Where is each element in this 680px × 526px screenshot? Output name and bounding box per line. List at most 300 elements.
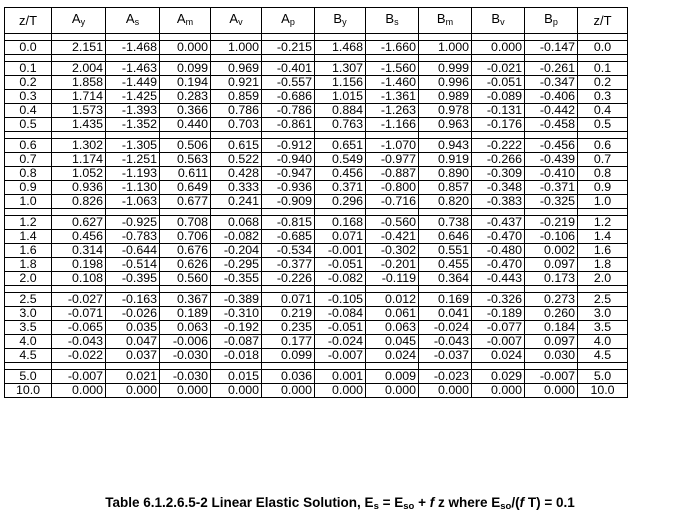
caption-text: + bbox=[414, 495, 430, 510]
table-cell: 0.000 bbox=[106, 384, 160, 398]
table-cell: 1.573 bbox=[52, 104, 106, 118]
table-cell: 0.000 bbox=[211, 384, 262, 398]
table-cell: 0.651 bbox=[315, 139, 366, 153]
column-header bbox=[160, 8, 211, 34]
column-header-label: A bbox=[229, 11, 239, 26]
table-cell: -0.147 bbox=[525, 41, 578, 55]
table-row bbox=[5, 272, 628, 286]
table-row bbox=[5, 244, 628, 258]
table-row bbox=[5, 139, 628, 153]
table-cell: 0.169 bbox=[419, 293, 472, 307]
column-header bbox=[366, 8, 419, 34]
header-row bbox=[5, 8, 628, 34]
table-cell: -0.458 bbox=[525, 118, 578, 132]
table-cell: 5.0 bbox=[578, 370, 628, 384]
table-cell: -0.105 bbox=[315, 293, 366, 307]
table-cell: 0.002 bbox=[525, 244, 578, 258]
table-cell: -0.348 bbox=[472, 181, 525, 195]
table-cell: -0.925 bbox=[106, 216, 160, 230]
table-caption bbox=[0, 495, 680, 512]
table-cell: 1.435 bbox=[52, 118, 106, 132]
table-cell: -1.361 bbox=[366, 90, 419, 104]
table-cell: 0.189 bbox=[160, 307, 211, 321]
table-cell: 0.560 bbox=[160, 272, 211, 286]
table-cell: -0.437 bbox=[472, 216, 525, 230]
column-header bbox=[472, 8, 525, 34]
table-cell: -0.325 bbox=[525, 195, 578, 209]
table-cell: 2.0 bbox=[5, 272, 52, 286]
table-cell: 0.4 bbox=[5, 104, 52, 118]
table-row bbox=[5, 321, 628, 335]
table-cell: 3.5 bbox=[5, 321, 52, 335]
table-row bbox=[5, 41, 628, 55]
table-row bbox=[5, 370, 628, 384]
table-cell: 0.738 bbox=[419, 216, 472, 230]
table-cell: -0.131 bbox=[472, 104, 525, 118]
table-cell: 0.009 bbox=[366, 370, 419, 384]
table-cell: 0.333 bbox=[211, 181, 262, 195]
table-cell: 0.000 bbox=[315, 384, 366, 398]
table-cell: 1.307 bbox=[315, 62, 366, 76]
column-header bbox=[211, 8, 262, 34]
table-cell: -0.470 bbox=[472, 230, 525, 244]
table-cell: -0.201 bbox=[366, 258, 419, 272]
table-cell: -0.026 bbox=[106, 307, 160, 321]
table-cell: -0.861 bbox=[262, 118, 315, 132]
table-cell: -0.443 bbox=[472, 272, 525, 286]
table-cell: -0.204 bbox=[211, 244, 262, 258]
table-cell: 1.000 bbox=[419, 41, 472, 55]
column-header-subscript: s bbox=[394, 17, 399, 27]
table-cell: -1.449 bbox=[106, 76, 160, 90]
table-cell: -1.463 bbox=[106, 62, 160, 76]
table-cell: 0.273 bbox=[525, 293, 578, 307]
table-cell: 0.241 bbox=[211, 195, 262, 209]
table-cell: 0.890 bbox=[419, 167, 472, 181]
table-cell: -0.001 bbox=[315, 244, 366, 258]
table-cell: 0.371 bbox=[315, 181, 366, 195]
table-cell: -0.383 bbox=[472, 195, 525, 209]
table-row bbox=[5, 293, 628, 307]
table-row bbox=[5, 258, 628, 272]
table-row bbox=[5, 216, 628, 230]
table-cell: -0.309 bbox=[472, 167, 525, 181]
table-cell: 0.2 bbox=[578, 76, 628, 90]
table-cell: 0.859 bbox=[211, 90, 262, 104]
table-row bbox=[5, 335, 628, 349]
table-cell: 0.097 bbox=[525, 335, 578, 349]
table-cell: 1.858 bbox=[52, 76, 106, 90]
table-cell: 0.047 bbox=[106, 335, 160, 349]
table-cell: 1.8 bbox=[578, 258, 628, 272]
table-cell: 1.052 bbox=[52, 167, 106, 181]
column-header-subscript: p bbox=[289, 17, 295, 27]
table-cell: -0.347 bbox=[525, 76, 578, 90]
table-row bbox=[5, 167, 628, 181]
table-cell: 0.563 bbox=[160, 153, 211, 167]
table-cell: 0.786 bbox=[211, 104, 262, 118]
table-cell: 0.283 bbox=[160, 90, 211, 104]
table-cell: -0.395 bbox=[106, 272, 160, 286]
table-cell: -0.018 bbox=[211, 349, 262, 363]
table-cell: -0.082 bbox=[315, 272, 366, 286]
table-cell: -0.377 bbox=[262, 258, 315, 272]
caption-text: Table 6.1.2.6.5-2 Linear Elastic Solution, E bbox=[105, 495, 374, 510]
table-cell: -0.480 bbox=[472, 244, 525, 258]
table-cell: -0.006 bbox=[160, 335, 211, 349]
table-cell: -0.021 bbox=[472, 62, 525, 76]
table-cell: 0.999 bbox=[419, 62, 472, 76]
table-cell: -0.007 bbox=[472, 335, 525, 349]
table-cell: 0.1 bbox=[578, 62, 628, 76]
table-row bbox=[5, 153, 628, 167]
column-header-subscript: v bbox=[500, 17, 505, 27]
table-cell: -1.193 bbox=[106, 167, 160, 181]
table-cell: -0.355 bbox=[211, 272, 262, 286]
table-cell: 0.314 bbox=[52, 244, 106, 258]
table-cell: 0.551 bbox=[419, 244, 472, 258]
table-cell: 1.4 bbox=[578, 230, 628, 244]
table-cell: 3.0 bbox=[5, 307, 52, 321]
table-cell: 0.071 bbox=[262, 293, 315, 307]
table-cell: -1.130 bbox=[106, 181, 160, 195]
table-cell: -0.912 bbox=[262, 139, 315, 153]
table-cell: 0.001 bbox=[315, 370, 366, 384]
table-cell: 0.963 bbox=[419, 118, 472, 132]
table-cell: 0.626 bbox=[160, 258, 211, 272]
table-cell: 1.6 bbox=[5, 244, 52, 258]
column-header-label: A bbox=[281, 11, 290, 26]
column-header-subscript: s bbox=[134, 17, 140, 27]
table-cell: 0.549 bbox=[315, 153, 366, 167]
caption-italic: f bbox=[519, 495, 525, 510]
table-cell: -1.468 bbox=[106, 41, 160, 55]
table-cell: -0.087 bbox=[211, 335, 262, 349]
column-header-label: B bbox=[333, 11, 343, 26]
table-cell: 0.921 bbox=[211, 76, 262, 90]
table-cell: 0.7 bbox=[578, 153, 628, 167]
table-cell: 0.364 bbox=[419, 272, 472, 286]
table-cell: 1.302 bbox=[52, 139, 106, 153]
table-cell: -0.222 bbox=[472, 139, 525, 153]
table-cell: -0.226 bbox=[262, 272, 315, 286]
table-cell: 10.0 bbox=[578, 384, 628, 398]
table-cell: 0.857 bbox=[419, 181, 472, 195]
table-cell: 0.6 bbox=[5, 139, 52, 153]
table-cell: -0.371 bbox=[525, 181, 578, 195]
table-cell: -0.421 bbox=[366, 230, 419, 244]
table-cell: -0.266 bbox=[472, 153, 525, 167]
table-cell: -0.261 bbox=[525, 62, 578, 76]
column-header-label: B bbox=[385, 11, 395, 26]
table-cell: -0.456 bbox=[525, 139, 578, 153]
table-cell: -1.352 bbox=[106, 118, 160, 132]
caption-subscript: so bbox=[403, 501, 415, 512]
table-row bbox=[5, 90, 628, 104]
table-cell: -1.070 bbox=[366, 139, 419, 153]
table-cell: 0.440 bbox=[160, 118, 211, 132]
table-cell: 0.071 bbox=[315, 230, 366, 244]
table-cell: 0.1 bbox=[5, 62, 52, 76]
table-cell: 0.061 bbox=[366, 307, 419, 321]
column-header-subscript: v bbox=[238, 17, 243, 27]
table-cell: 1.0 bbox=[578, 195, 628, 209]
table-cell: 0.366 bbox=[160, 104, 211, 118]
table-cell: -0.310 bbox=[211, 307, 262, 321]
table-cell: 1.015 bbox=[315, 90, 366, 104]
column-header-label: A bbox=[125, 11, 135, 26]
table-cell: 2.004 bbox=[52, 62, 106, 76]
table-cell: 4.5 bbox=[578, 349, 628, 363]
table-cell: -0.065 bbox=[52, 321, 106, 335]
table-cell: 0.184 bbox=[525, 321, 578, 335]
caption-text: = E bbox=[378, 495, 404, 510]
table-cell: -0.023 bbox=[419, 370, 472, 384]
table-cell: -0.947 bbox=[262, 167, 315, 181]
table-cell: 0.173 bbox=[525, 272, 578, 286]
table-cell: 2.0 bbox=[578, 272, 628, 286]
table-cell: 0.428 bbox=[211, 167, 262, 181]
table-cell: -0.007 bbox=[525, 370, 578, 384]
table-cell: -0.389 bbox=[211, 293, 262, 307]
table-cell: 4.0 bbox=[5, 335, 52, 349]
table-cell: 1.4 bbox=[5, 230, 52, 244]
table-cell: -0.470 bbox=[472, 258, 525, 272]
table-cell: -0.410 bbox=[525, 167, 578, 181]
table-cell: -0.089 bbox=[472, 90, 525, 104]
column-header-subscript: y bbox=[342, 17, 347, 27]
column-header bbox=[419, 8, 472, 34]
table-cell: -0.106 bbox=[525, 230, 578, 244]
table-cell: 0.000 bbox=[525, 384, 578, 398]
table-cell: 0.978 bbox=[419, 104, 472, 118]
table-cell: 0.045 bbox=[366, 335, 419, 349]
column-header-label: B bbox=[436, 11, 446, 26]
table-cell: 0.000 bbox=[366, 384, 419, 398]
table-cell: -0.030 bbox=[160, 370, 211, 384]
table-cell: 0.996 bbox=[419, 76, 472, 90]
table-cell: 0.015 bbox=[211, 370, 262, 384]
table-cell: 0.029 bbox=[472, 370, 525, 384]
table-cell: 0.611 bbox=[160, 167, 211, 181]
caption-italic: f bbox=[429, 495, 435, 510]
table-body bbox=[5, 34, 628, 398]
column-header bbox=[578, 8, 628, 34]
table-cell: -0.406 bbox=[525, 90, 578, 104]
table-cell: 2.5 bbox=[5, 293, 52, 307]
column-header bbox=[5, 8, 52, 34]
table-cell: 1.174 bbox=[52, 153, 106, 167]
table-cell: 0.3 bbox=[578, 90, 628, 104]
column-header-label: z/T bbox=[593, 13, 612, 28]
column-header-label: A bbox=[71, 11, 81, 26]
table-cell: 0.5 bbox=[578, 118, 628, 132]
table-cell: 0.000 bbox=[160, 41, 211, 55]
table-cell: 0.615 bbox=[211, 139, 262, 153]
table-cell: -0.007 bbox=[52, 370, 106, 384]
table-cell: 0.677 bbox=[160, 195, 211, 209]
table-cell: 0.099 bbox=[160, 62, 211, 76]
table-cell: 0.000 bbox=[52, 384, 106, 398]
table-cell: -1.393 bbox=[106, 104, 160, 118]
table-cell: -0.192 bbox=[211, 321, 262, 335]
table-cell: -1.263 bbox=[366, 104, 419, 118]
table-cell: -0.030 bbox=[160, 349, 211, 363]
table-row bbox=[5, 230, 628, 244]
table-cell: 0.8 bbox=[578, 167, 628, 181]
table-cell: 0.035 bbox=[106, 321, 160, 335]
table-cell: 0.506 bbox=[160, 139, 211, 153]
table-cell: 4.0 bbox=[578, 335, 628, 349]
table-cell: 0.627 bbox=[52, 216, 106, 230]
table-cell: 0.024 bbox=[472, 349, 525, 363]
table-cell: 0.3 bbox=[5, 90, 52, 104]
table-row bbox=[5, 104, 628, 118]
caption-text: /( bbox=[511, 495, 520, 510]
table-cell: -0.786 bbox=[262, 104, 315, 118]
table-cell: -1.660 bbox=[366, 41, 419, 55]
table-cell: 0.198 bbox=[52, 258, 106, 272]
table-cell: 0.097 bbox=[525, 258, 578, 272]
table-cell: 0.5 bbox=[5, 118, 52, 132]
table-cell: 0.969 bbox=[211, 62, 262, 76]
table-cell: 0.0 bbox=[578, 41, 628, 55]
table-cell: -0.219 bbox=[525, 216, 578, 230]
table-cell: 1.2 bbox=[5, 216, 52, 230]
column-header-label: B bbox=[491, 11, 501, 26]
table-cell: -1.460 bbox=[366, 76, 419, 90]
table-cell: 0.884 bbox=[315, 104, 366, 118]
table-cell: 1.000 bbox=[211, 41, 262, 55]
table-row bbox=[5, 118, 628, 132]
column-header bbox=[106, 8, 160, 34]
table-cell: 0.000 bbox=[472, 384, 525, 398]
table-cell: 0.260 bbox=[525, 307, 578, 321]
column-header-subscript: m bbox=[445, 17, 454, 27]
table-cell: 10.0 bbox=[5, 384, 52, 398]
column-header bbox=[525, 8, 578, 34]
table-row bbox=[5, 195, 628, 209]
table-cell: 0.2 bbox=[5, 76, 52, 90]
table-cell: 2.5 bbox=[578, 293, 628, 307]
table-cell: -0.007 bbox=[315, 349, 366, 363]
table-cell: -0.686 bbox=[262, 90, 315, 104]
table-cell: 0.826 bbox=[52, 195, 106, 209]
table-cell: -0.043 bbox=[52, 335, 106, 349]
table-cell: 0.0 bbox=[5, 41, 52, 55]
table-cell: 0.919 bbox=[419, 153, 472, 167]
caption-subscript: s bbox=[373, 501, 379, 512]
table-cell: 1.8 bbox=[5, 258, 52, 272]
table-cell: 0.219 bbox=[262, 307, 315, 321]
table-cell: -0.557 bbox=[262, 76, 315, 90]
table-cell: 1.6 bbox=[578, 244, 628, 258]
table-cell: 0.936 bbox=[52, 181, 106, 195]
table-cell: -0.560 bbox=[366, 216, 419, 230]
table-cell: -0.176 bbox=[472, 118, 525, 132]
table-cell: -0.119 bbox=[366, 272, 419, 286]
caption-text: T) = 0.1 bbox=[524, 495, 575, 510]
table-cell: 0.177 bbox=[262, 335, 315, 349]
table-cell: 0.068 bbox=[211, 216, 262, 230]
table-cell: 0.000 bbox=[472, 41, 525, 55]
caption-text: z where E bbox=[434, 495, 501, 510]
table-cell: -0.043 bbox=[419, 335, 472, 349]
table-cell: 3.0 bbox=[578, 307, 628, 321]
table-cell: 0.000 bbox=[160, 384, 211, 398]
table-cell: 0.456 bbox=[52, 230, 106, 244]
table-cell: 0.7 bbox=[5, 153, 52, 167]
column-header bbox=[315, 8, 366, 34]
table-cell: 1.156 bbox=[315, 76, 366, 90]
caption-subscript: so bbox=[500, 501, 512, 512]
table-cell: 0.030 bbox=[525, 349, 578, 363]
table-cell: 0.041 bbox=[419, 307, 472, 321]
table-cell: 0.703 bbox=[211, 118, 262, 132]
table-cell: -0.685 bbox=[262, 230, 315, 244]
table-cell: -0.644 bbox=[106, 244, 160, 258]
table-row bbox=[5, 62, 628, 76]
table-cell: -0.189 bbox=[472, 307, 525, 321]
table-cell: 0.820 bbox=[419, 195, 472, 209]
table-cell: -0.442 bbox=[525, 104, 578, 118]
table-cell: -0.077 bbox=[472, 321, 525, 335]
table-cell: 0.676 bbox=[160, 244, 211, 258]
table-cell: 0.063 bbox=[160, 321, 211, 335]
table-cell: -0.163 bbox=[106, 293, 160, 307]
table-cell: 0.000 bbox=[262, 384, 315, 398]
table-cell: 1.714 bbox=[52, 90, 106, 104]
table-cell: 0.9 bbox=[5, 181, 52, 195]
table-cell: 0.037 bbox=[106, 349, 160, 363]
column-header bbox=[52, 8, 106, 34]
table-cell: 0.063 bbox=[366, 321, 419, 335]
table-cell: 0.036 bbox=[262, 370, 315, 384]
table-cell: -0.024 bbox=[419, 321, 472, 335]
table-cell: -0.815 bbox=[262, 216, 315, 230]
table-cell: -1.166 bbox=[366, 118, 419, 132]
table-cell: -0.716 bbox=[366, 195, 419, 209]
table-cell: -0.022 bbox=[52, 349, 106, 363]
table-cell: 5.0 bbox=[5, 370, 52, 384]
table-cell: -0.783 bbox=[106, 230, 160, 244]
table-cell: -0.082 bbox=[211, 230, 262, 244]
table-cell: 1.0 bbox=[5, 195, 52, 209]
table-cell: 0.194 bbox=[160, 76, 211, 90]
table-cell: 0.456 bbox=[315, 167, 366, 181]
table-cell: 2.151 bbox=[52, 41, 106, 55]
table-cell: 0.012 bbox=[366, 293, 419, 307]
table-cell: 0.708 bbox=[160, 216, 211, 230]
table-cell: 4.5 bbox=[5, 349, 52, 363]
table-cell: -0.800 bbox=[366, 181, 419, 195]
table-cell: -1.425 bbox=[106, 90, 160, 104]
table-cell: 0.099 bbox=[262, 349, 315, 363]
table-cell: -1.305 bbox=[106, 139, 160, 153]
table-cell: 0.024 bbox=[366, 349, 419, 363]
column-header-subscript: y bbox=[80, 17, 86, 27]
table-row bbox=[5, 76, 628, 90]
column-header-subscript: p bbox=[552, 17, 558, 27]
column-header bbox=[262, 8, 315, 34]
column-header-label: z/T bbox=[18, 13, 38, 28]
table-cell: 0.706 bbox=[160, 230, 211, 244]
table-cell: 0.021 bbox=[106, 370, 160, 384]
table-cell: -0.071 bbox=[52, 307, 106, 321]
table-cell: -0.514 bbox=[106, 258, 160, 272]
table-cell: -0.084 bbox=[315, 307, 366, 321]
table-cell: 0.367 bbox=[160, 293, 211, 307]
